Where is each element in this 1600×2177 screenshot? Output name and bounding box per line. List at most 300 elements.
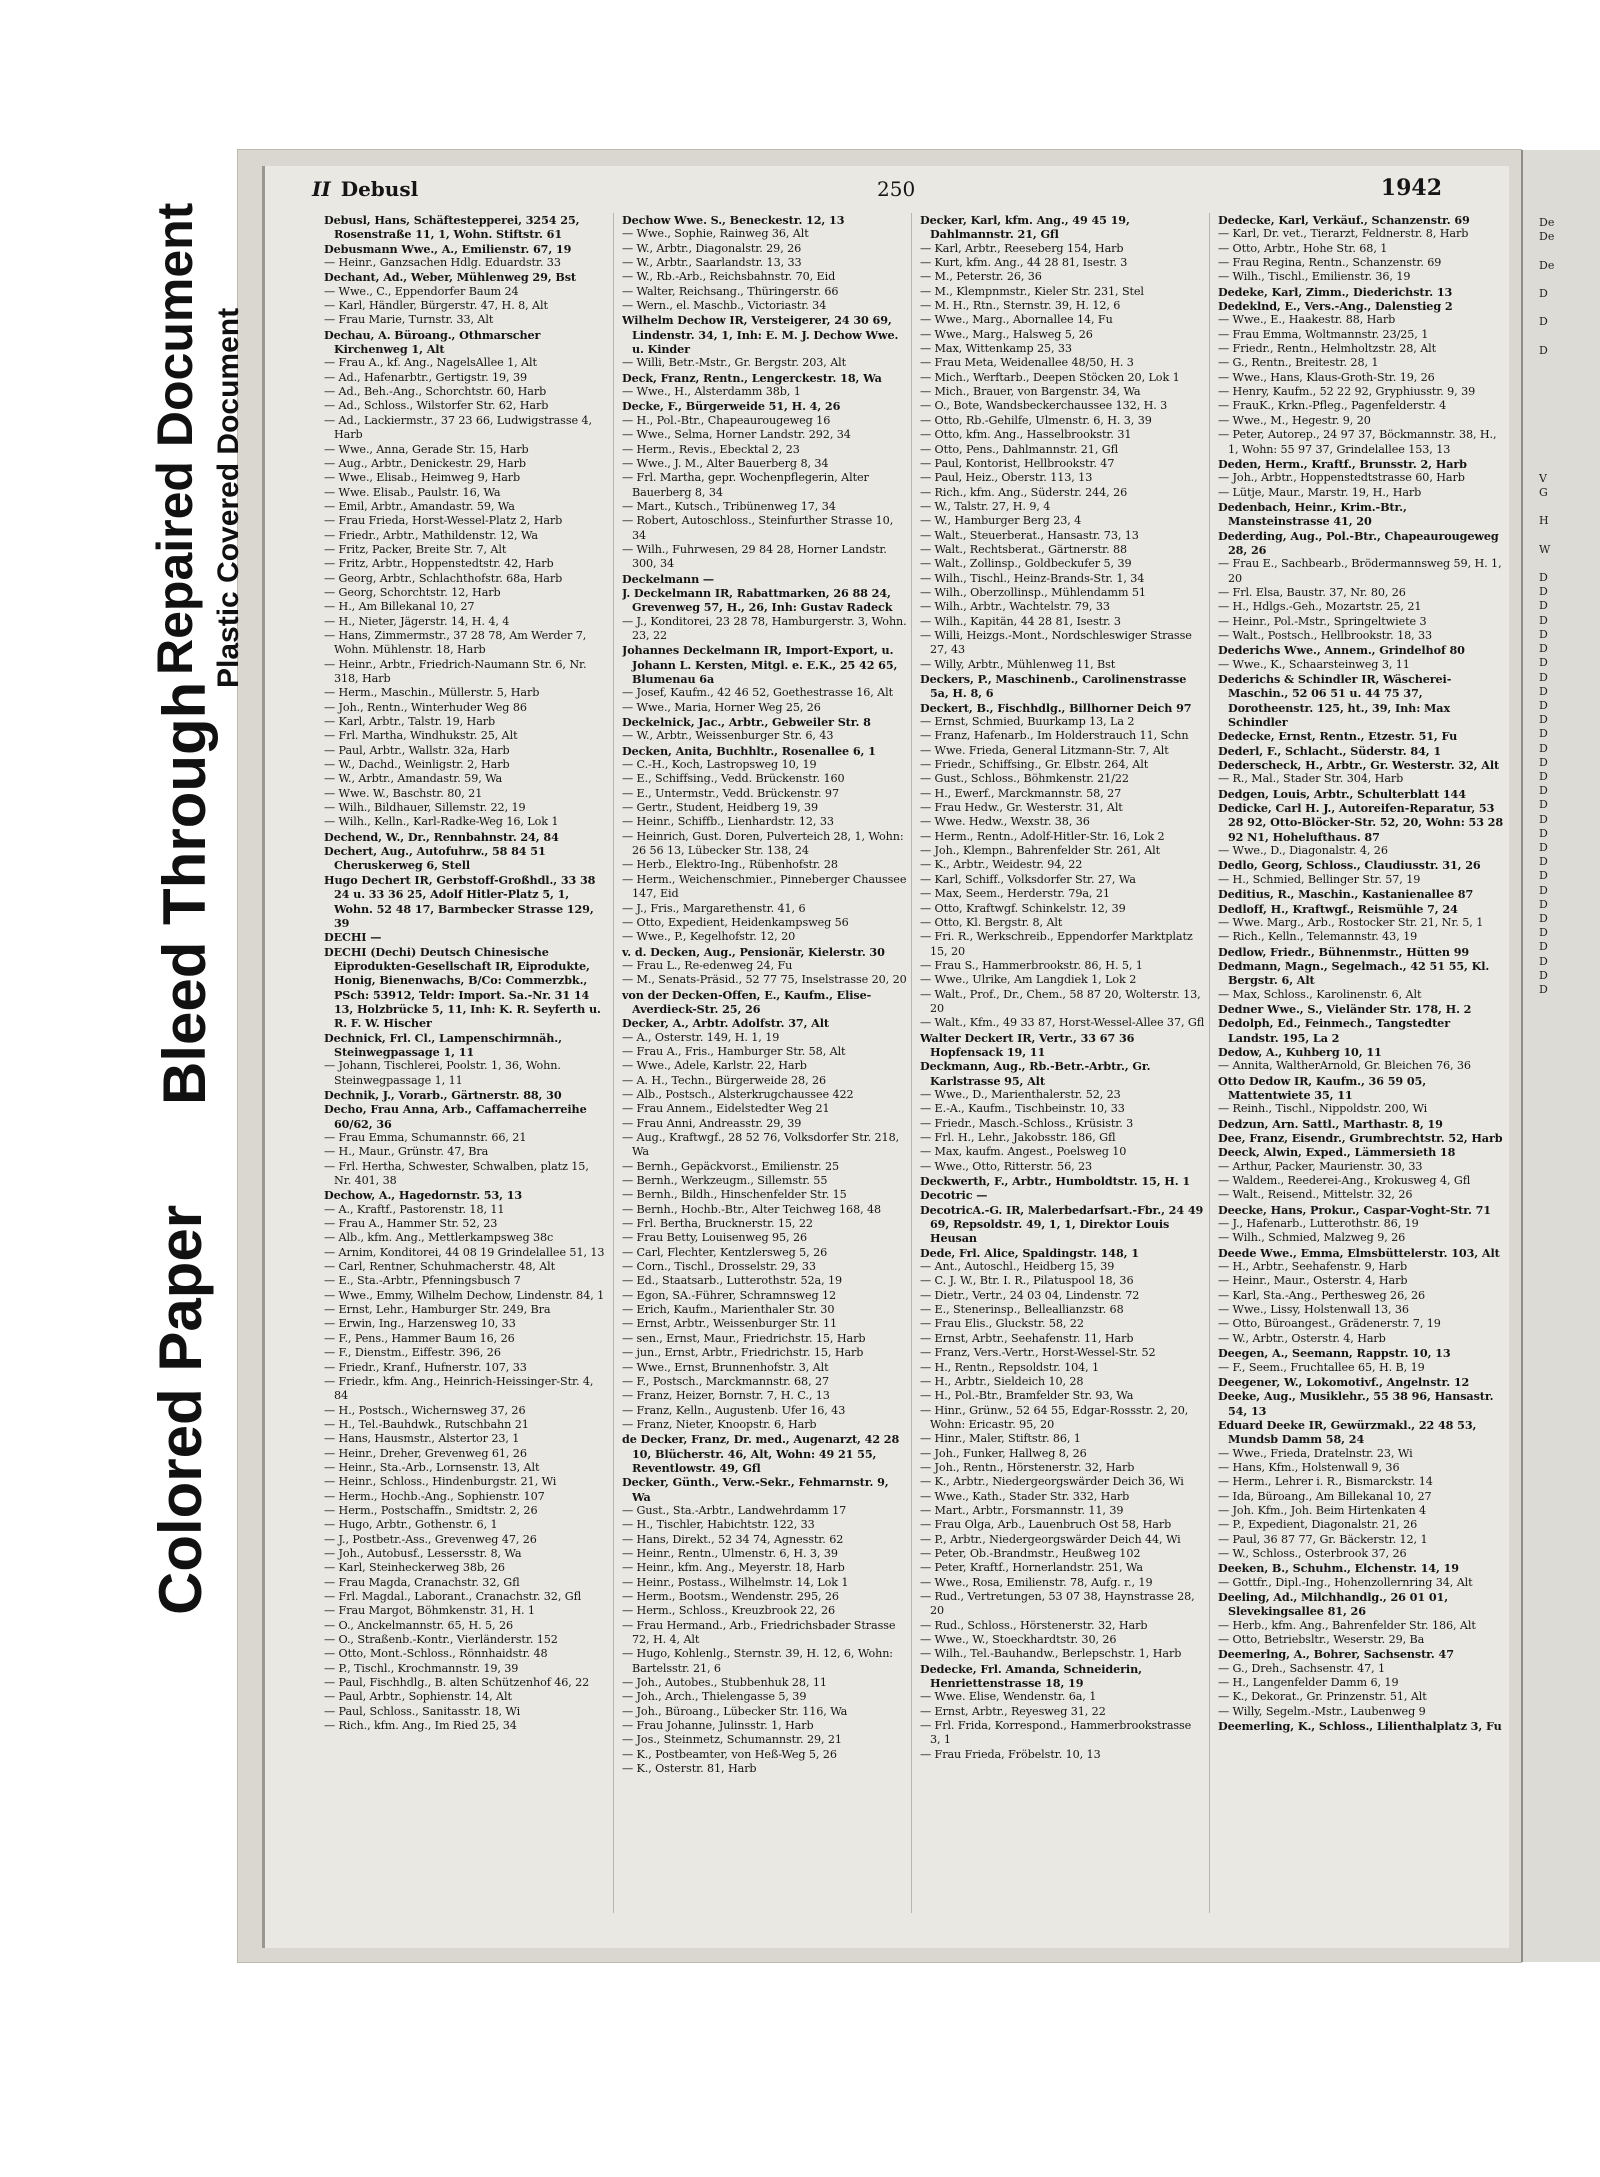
directory-entry: — Wwe., Maria, Horner Weg 25, 26 — [622, 700, 821, 714]
directory-entry: — Herb., Elektro-Ing., Rübenhofstr. 28 — [622, 858, 838, 872]
directory-entry: — Joh., Rentn., Hörstenerstr. 32, Harb — [920, 1460, 1135, 1474]
directory-entry: — Alb., kfm. Ang., Mettlerkampsweg 38c — [324, 1231, 554, 1245]
column-marker: II — [312, 177, 331, 201]
directory-entry: — Max, Seem., Herderstr. 79a, 21 — [920, 887, 1110, 901]
directory-entry: — Walt., Steuerberat., Hansastr. 73, 13 — [920, 528, 1139, 542]
directory-entry: — H., Postsch., Wichernsweg 37, 26 — [324, 1403, 526, 1417]
directory-entry: — Wwe., Selma, Horner Landstr. 292, 34 — [622, 428, 851, 442]
directory-entry: — Rich., Kelln., Telemannstr. 43, 19 — [1218, 930, 1418, 944]
directory-entry: — Herb., kfm. Ang., Bahrenfelder Str. 186, Alt — [1218, 1618, 1476, 1632]
directory-entry: — A., Kraftf., Pastorenstr. 18, 11 — [324, 1202, 505, 1216]
label-bleed-through: Bleed Through — [151, 681, 218, 1105]
directory-entry: — Mart., Kutsch., Tribünenweg 17, 34 — [622, 499, 836, 513]
directory-entry: — Joh., Büroang., Lübecker Str. 116, Wa — [622, 1704, 848, 1718]
directory-entry: — F., Seem., Fruchtallee 65, H. B, 19 — [1218, 1360, 1425, 1374]
directory-entry: — Wwe. Frieda, General Litzmann-Str. 7, Alt — [920, 743, 1169, 757]
directory-entry: Deegener, W., Lokomotivf., Angelnstr. 12 — [1218, 1374, 1470, 1389]
directory-entry: — Franz, Kelln., Augustenb. Ufer 16, 43 — [622, 1403, 846, 1417]
directory-entry: — Karl, Steinheckerweg 38b, 26 — [324, 1561, 505, 1575]
directory-entry: — Wwe., Frieda, Dratelnstr. 23, Wi — [1218, 1446, 1413, 1460]
directory-entry: — Aug., Kraftwgf., 28 52 76, Volksdorfer Str. 218, Wa — [622, 1131, 900, 1159]
directory-entry: — Heinr., Arbtr., Friedrich-Naumann Str. 6, Nr. 318, Harb — [324, 657, 587, 685]
directory-entry: — Johann, Tischlerei, Poolstr. 1, 36, Wohn. Steinwegpassage 1, 11 — [324, 1059, 561, 1087]
directory-entry: — K., Postbeamter, von Heß-Weg 5, 26 — [622, 1747, 837, 1761]
directory-entry: — Carl, Rentner, Schuhmacherstr. 48, Alt — [324, 1260, 556, 1274]
directory-entry: — Hinr., Maler, Stiftstr. 86, 1 — [920, 1432, 1081, 1446]
directory-entry: — Walt., Rechtsberat., Gärtnerstr. 88 — [920, 542, 1128, 556]
directory-entry: — Egon, SA.-Führer, Schramnsweg 12 — [622, 1288, 837, 1302]
directory-entry: — Ad., Beh.-Ang., Schorchtstr. 60, Harb — [324, 385, 547, 399]
directory-entry: von der Decken-Offen, E., Kaufm., Elise-Averdieck-Str. 25, 26 — [622, 987, 872, 1016]
directory-entry: Dederl, F., Schlacht., Süderstr. 84, 1 — [1218, 743, 1442, 758]
directory-entry: — Heinr., Schiffb., Lienhardstr. 12, 33 — [622, 815, 834, 829]
directory-entry: — Peter, Autorep., 24 97 37, Böckmannstr. 38, H., 1, Wohn: 55 97 37, Grindelallee 153, 13 — [1218, 428, 1497, 456]
directory-entry: Dedlow, Friedr., Bühnenmstr., Hütten 99 — [1218, 944, 1470, 959]
directory-entry: — Frau Johanne, Julinsstr. 1, Harb — [622, 1719, 814, 1733]
directory-entry: Dedecke, Karl, Verkäuf., Schanzenstr. 69 — [1218, 213, 1470, 227]
directory-entry: — Frau Magda, Cranachstr. 32, Gfl — [324, 1575, 520, 1589]
directory-entry: — Paul, Heiz., Oberstr. 113, 13 — [920, 471, 1093, 485]
directory-entry: — sen., Ernst, Maur., Friedrichstr. 15, Harb — [622, 1331, 866, 1345]
directory-entry: — Georg, Schorchtstr. 12, Harb — [324, 585, 501, 599]
directory-entry: — Ant., Autoschl., Heidberg 15, 39 — [920, 1260, 1115, 1274]
directory-entry: — P., Expedient, Diagonalstr. 21, 26 — [1218, 1518, 1418, 1532]
directory-entry: — Frau A., kf. Ang., NagelsAllee 1, Alt — [324, 356, 537, 370]
directory-entry: — Frl. Bertha, Brucknerstr. 15, 22 — [622, 1217, 813, 1231]
directory-entry: — Joh., Arch., Thielengasse 5, 39 — [622, 1690, 807, 1704]
directory-entry: de Decker, Franz, Dr. med., Augenarzt, 42 28 10, Blücherstr. 46, Alt, Wohn: 49 21 55, Reventlowstr. 49, Gfl — [622, 1432, 900, 1475]
running-title: Debusl — [340, 177, 419, 201]
directory-entry: — Bernh., Bildh., Hinschenfelder Str. 15 — [622, 1188, 847, 1202]
directory-entry: — Franz, Nieter, Knoopstr. 6, Harb — [622, 1417, 817, 1431]
year: 1942 — [1380, 175, 1442, 201]
directory-entry: Deckelnick, Jac., Arbtr., Gebweiler Str. 8 — [622, 715, 871, 730]
directory-entry: — Gertr., Student, Heidberg 19, 39 — [622, 801, 819, 815]
directory-entry: DecotricA.-G. IR, Malerbedarfsart.-Fbr., 24 49 69, Repsoldstr. 49, 1, 1, Direktor Louis Heusan — [920, 1202, 1204, 1246]
directory-entry: — E.-A., Kaufm., Tischbeinstr. 10, 33 — [920, 1102, 1125, 1116]
directory-entry: Deckelmann — — [622, 571, 714, 586]
directory-entry: Dedloff, H., Kraftwgf., Reismühle 7, 24 — [1218, 901, 1458, 916]
directory-entry: — C.-H., Koch, Lastropsweg 10, 19 — [622, 758, 817, 772]
directory-entry: — W., Rb.-Arb., Reichsbahnstr. 70, Eid — [622, 270, 836, 284]
directory-entry: Dedolph, Ed., Feinmech., Tangstedter Landstr. 195, La 2 — [1218, 1016, 1450, 1045]
directory-entry: — M., Senats-Präsid., 52 77 75, Inselstrasse 20, 20 — [622, 973, 907, 987]
directory-entry: — Herm., Bootsm., Wendenstr. 295, 26 — [622, 1590, 839, 1603]
directory-entry: — Wern., el. Maschb., Victoriastr. 34 — [622, 299, 827, 313]
directory-entry: — Wwe., D., Marienthalerstr. 52, 23 — [920, 1087, 1121, 1101]
directory-entry: — Frau Emma, Schumannstr. 66, 21 — [324, 1131, 527, 1144]
directory-entry: — Frau E., Sachbearb., Brödermannsweg 59, H. 1, 20 — [1218, 557, 1502, 585]
directory-entry: — Frau A., Hammer Str. 52, 23 — [324, 1217, 498, 1231]
directory-entry: — Fri. R., Werkschreib., Eppendorfer Marktplatz 15, 20 — [920, 930, 1193, 958]
directory-entry: — Heinr., Schloss., Hindenburgstr. 21, Wi — [324, 1475, 557, 1489]
directory-entry: Dechend, W., Dr., Rennbahnstr. 24, 84 — [324, 829, 559, 844]
directory-entry: — A., Osterstr. 149, H. 1, 19 — [622, 1030, 780, 1044]
directory-entry: — Wwe., H., Alsterdamm 38b, 1 — [622, 385, 801, 399]
directory-entry: — W., Arbtr., Diagonalstr. 29, 26 — [622, 241, 802, 255]
directory-entry: — Erich, Kaufm., Marienthaler Str. 30 — [622, 1303, 835, 1317]
directory-entry: — Wilh., Kapitän, 44 28 81, Isestr. 3 — [920, 614, 1121, 628]
directory-entry: — Hans, Zimmermstr., 37 28 78, Am Werder 7, Wohn. Mühlenstr. 18, Harb — [324, 628, 587, 657]
directory-entry: Dedecke, Ernst, Rentn., Etzestr. 51, Fu — [1218, 729, 1458, 744]
directory-entry: — Wwe., Lissy, Holstenwall 13, 36 — [1218, 1303, 1409, 1317]
directory-entry: — Franz, Heizer, Bornstr. 7, H. C., 13 — [622, 1389, 830, 1403]
directory-entry: — Carl, Flechter, Kentzlersweg 5, 26 — [622, 1245, 828, 1259]
directory-entry: Deeken, B., Schuhm., Elchenstr. 14, 19 — [1218, 1561, 1459, 1576]
directory-entry: — J., Konditorei, 23 28 78, Hamburgerstr. 3, Wohn. 23, 22 — [622, 614, 907, 642]
directory-entry: — Walter, Reichsang., Thüringerstr. 66 — [622, 284, 839, 298]
label-plastic-covered: Plastic Covered Document — [212, 307, 245, 688]
directory-entry: Deegen, A., Seemann, Rappstr. 10, 13 — [1218, 1346, 1451, 1361]
directory-entry: — Hans, Hausmstr., Alstertor 23, 1 — [324, 1432, 520, 1446]
directory-entry: — Wilh., Tel.-Bauhandw., Berlepschstr. 1, Harb — [920, 1647, 1182, 1661]
directory-entry: — W., Dachd., Weinligstr. 2, Harb — [324, 758, 510, 772]
directory-entry: — G., Dreh., Sachsenstr. 47, 1 — [1218, 1661, 1386, 1675]
directory-entry: Dechnik, J., Vorarb., Gärtnerstr. 88, 30 — [324, 1087, 562, 1102]
directory-entry: — Otto, Pens., Dahlmannstr. 21, Gfl — [920, 442, 1119, 456]
directory-entry: Dedner Wwe., S., Vieländer Str. 178, H. 2 — [1218, 1001, 1472, 1016]
directory-entry: — Wilh., Kelln., Karl-Radke-Weg 16, Lok 1 — [324, 815, 559, 829]
directory-entry: — Willy, Arbtr., Mühlenweg 11, Bst — [920, 657, 1116, 671]
directory-entry: Dedeke, Karl, Zimm., Diederichstr. 13 — [1218, 284, 1453, 299]
directory-entry: — Dietr., Vertr., 24 03 04, Lindenstr. 72 — [920, 1288, 1140, 1302]
directory-entry: — Wwe., W., Stoeckhardtstr. 30, 26 — [920, 1633, 1117, 1647]
directory-entry: DECHI (Dechi) Deutsch Chinesische Eiprodukten-Gesellschaft IR, Eiprodukte, Honig, Bienenwachs, B/Co: Commerzbk., PSch: 53912, Teldr: Import. Sa.-Nr. 31 14 13, Holzbrücke 5, 11, Inh: K. R. Seyferth u. R. F. W. Hischer — [324, 944, 601, 1031]
directory-entry: — O., Bote, Wandsbeckerchaussee 132, H. 3 — [920, 399, 1168, 413]
directory-entry: — K., Dekorat., Gr. Prinzenstr. 51, Alt — [1218, 1690, 1427, 1704]
directory-entry: — Walt., Reisend., Mittelstr. 32, 26 — [1218, 1188, 1413, 1202]
directory-entry: — Rich., kfm. Ang., Süderstr. 244, 26 — [920, 485, 1128, 499]
directory-entry: — Ad., Lackiermstr., 37 23 66, Ludwigstrasse 4, Harb — [324, 413, 592, 442]
directory-entry: — H., Arbtr., Sieldeich 10, 28 — [920, 1374, 1084, 1388]
directory-entry: — jun., Ernst, Arbtr., Friedrichstr. 15, Harb — [622, 1346, 864, 1360]
directory-entry: Deeck, Alwin, Exped., Lämmersieth 18 — [1218, 1145, 1456, 1160]
directory-entry: — Gust., Schloss., Böhmkenstr. 21/22 — [920, 772, 1129, 786]
directory-entry: — H., Maur., Grünstr. 47, Bra — [324, 1145, 489, 1159]
directory-entry: — W., Arbtr., Osterstr. 4, Harb — [1218, 1331, 1386, 1345]
directory-entry: — Frau Annem., Eidelstedter Weg 21 — [622, 1102, 830, 1116]
directory-entry: — H., Rentn., Repsoldstr. 104, 1 — [920, 1360, 1100, 1374]
directory-entry: — Walt., Kfm., 49 33 87, Horst-Wessel-Allee 37, Gfl — [920, 1016, 1205, 1030]
directory-entry: — Karl, Arbtr., Talstr. 19, Harb — [324, 715, 496, 729]
directory-columns — [324, 213, 1512, 1913]
directory-entry: Deemerling, K., Schloss., Lilienthalplatz 3, Fu — [1218, 1719, 1502, 1734]
directory-entry: — Peter, Ob.-Brandmstr., Heußweg 102 — [920, 1546, 1141, 1560]
directory-entry: Debusmann Wwe., A., Emilienstr. 67, 19 — [324, 241, 572, 256]
column-2 — [622, 213, 912, 1913]
directory-entry: J. Deckelmann IR, Rabattmarken, 26 88 24, Grevenweg 57, H., 26, Inh: Gustav Radeck — [622, 585, 893, 615]
directory-entry: — Max, Schloss., Karolinenstr. 6, Alt — [1218, 987, 1422, 1001]
directory-entry: — Heinr., kfm. Ang., Meyerstr. 18, Harb — [622, 1561, 845, 1575]
directory-entry: — Ad., Hafenarbtr., Gertigstr. 19, 39 — [324, 370, 527, 384]
directory-entry: — Wwe., Kath., Stader Str. 332, Harb — [920, 1489, 1130, 1503]
directory-entry: — Mich., Werftarb., Deepen Stöcken 20, Lok 1 — [920, 370, 1180, 384]
directory-entry: — Herm., Lehrer i. R., Bismarckstr. 14 — [1218, 1475, 1433, 1489]
directory-entry: — Corn., Tischl., Drosselstr. 29, 33 — [622, 1260, 816, 1274]
directory-entry: — H., Nieter, Jägerstr. 14, H. 4, 4 — [324, 614, 510, 628]
directory-entry: — Wwe., Ernst, Brunnenhofstr. 3, Alt — [622, 1360, 829, 1374]
directory-entry: — Joh., Arbtr., Hoppenstedtstrasse 60, Harb — [1218, 471, 1465, 485]
directory-entry: — Otto, Büroangest., Grädenerstr. 7, 19 — [1218, 1317, 1441, 1331]
directory-entry: Deeling, Ad., Milchhandlg., 26 01 01, Slevekingsallee 81, 26 — [1218, 1590, 1448, 1619]
directory-entry: — Frl. Frida, Korrespond., Hammerbrookstrasse 3, 1 — [920, 1719, 1192, 1747]
directory-entry: — Wilh., Bildhauer, Sillemstr. 22, 19 — [324, 801, 526, 815]
directory-entry: — Wwe. W., Baschstr. 80, 21 — [324, 786, 483, 800]
directory-entry: — W., Schloss., Osterbrook 37, 26 — [1218, 1546, 1407, 1560]
directory-entry: — Karl, Sta.-Ang., Perthesweg 26, 26 — [1218, 1288, 1426, 1302]
directory-entry: — Karl, Händler, Bürgerstr. 47, H. 8, Alt — [324, 299, 548, 313]
directory-entry: — Rud., Vertretungen, 53 07 38, Haynstrasse 28, 20 — [920, 1590, 1195, 1618]
directory-entry: — Frau L., Re-edenweg 24, Fu — [622, 958, 793, 972]
directory-entry: — Paul, Fischhdlg., B. alten Schützenhof 46, 22 — [324, 1676, 590, 1690]
adjacent-page-fragment: De De De D D D V G H W D D D D D D D D D D D D D D D D D D D D D D D D D D D D D D — [1539, 216, 1555, 996]
directory-entry: — W., Arbtr., Weissenburger Str. 6, 43 — [622, 729, 834, 743]
directory-entry: Dee, Franz, Eisendr., Grumbrechtstr. 52, Harb — [1218, 1131, 1503, 1145]
directory-entry: — M. H., Rtn., Sternstr. 39, H. 12, 6 — [920, 299, 1121, 313]
directory-entry: Dedlo, Georg, Schloss., Claudiusstr. 31, 26 — [1218, 858, 1481, 873]
directory-entry: — Frau Meta, Weidenallee 48/50, H. 3 — [920, 356, 1134, 370]
directory-entry: — Joh. Kfm., Joh. Beim Hirtenkaten 4 — [1218, 1503, 1427, 1517]
directory-entry: — Ernst, Lehr., Hamburger Str. 249, Bra — [324, 1303, 551, 1317]
directory-entry: — Heinr., Postass., Wilhelmstr. 14, Lok 1 — [622, 1575, 849, 1589]
directory-entry: — Frau Emma, Woltmannstr. 23/25, 1 — [1218, 327, 1429, 341]
directory-entry: Deecke, Hans, Prokur., Caspar-Voght-Str. 71 — [1218, 1202, 1491, 1217]
directory-entry: — E., Sta.-Arbtr., Pfenningsbusch 7 — [324, 1274, 521, 1288]
directory-entry: — Heinr., Dreher, Grevenweg 61, 26 — [324, 1446, 527, 1460]
directory-entry: Dederichs & Schindler IR, Wäscherei-Maschin., 52 06 51 u. 44 75 37, Dorotheenstr. 125, ht., 39, Inh: Max Schindler — [1218, 672, 1452, 730]
page-header — [312, 175, 1442, 209]
directory-entry: — W., Hamburger Berg 23, 4 — [920, 514, 1082, 528]
directory-entry: Dechant, Ad., Weber, Mühlenweg 29, Bst — [324, 270, 576, 285]
directory-entry: — Wilh., Tischl., Heinz-Brands-Str. 1, 34 — [920, 571, 1145, 585]
directory-entry: — K., Arbtr., Niedergeorgswärder Deich 36, Wi — [920, 1475, 1184, 1489]
directory-entry: — Frl. Martha, Windhukstr. 25, Alt — [324, 729, 518, 743]
directory-entry: — M., Klempnmstr., Kieler Str. 231, Stel — [920, 284, 1144, 298]
directory-entry: — Walt., Zollinsp., Goldbeckufer 5, 39 — [920, 557, 1132, 571]
column-4 — [1218, 213, 1508, 1913]
directory-entry: — Robert, Autoschloss., Steinfurther Strasse 10, 34 — [622, 514, 894, 542]
directory-entry: — K., Arbtr., Weidestr. 94, 22 — [920, 858, 1083, 872]
directory-entry: — Franz, Hafenarb., Im Holderstrauch 11, Schn — [920, 729, 1189, 743]
directory-entry: — Frau Elis., Gluckstr. 58, 22 — [920, 1317, 1084, 1331]
directory-entry: — Fritz, Packer, Breite Str. 7, Alt — [324, 542, 507, 556]
directory-entry: — Otto, Kl. Bergstr. 8, Alt — [920, 915, 1063, 929]
directory-entry: — W., Talstr. 27, H. 9, 4 — [920, 499, 1051, 513]
directory-entry: — Bernh., Gepäckvorst., Emilienstr. 25 — [622, 1159, 839, 1173]
directory-entry: — Wwe., D., Diagonalstr. 4, 26 — [1218, 844, 1388, 858]
directory-entry: — Willi, Heizgs.-Mont., Nordschleswiger Strasse 27, 43 — [920, 628, 1192, 657]
directory-entry: — G., Rentn., Breitestr. 28, 1 — [1218, 356, 1379, 370]
directory-entry: — Annita, WaltherArnold, Gr. Bleichen 76, 36 — [1218, 1059, 1471, 1073]
directory-entry: — Wilh., Arbtr., Wachtelstr. 79, 33 — [920, 600, 1110, 614]
directory-entry: Dederscheck, H., Arbtr., Gr. Westerstr. 32, Alt — [1218, 758, 1500, 773]
directory-entry: — Wwe., E., Haakestr. 88, Harb — [1218, 313, 1396, 327]
directory-entry: — Frau Hermand., Arb., Friedrichsbader Strasse 72, H. 4, Alt — [622, 1618, 896, 1647]
directory-entry: — Wwe., J. M., Alter Bauerberg 8, 34 — [622, 456, 829, 470]
directory-entry: Deckmann, Aug., Rb.-Betr.-Arbtr., Gr. Karlstrasse 95, Alt — [920, 1059, 1151, 1088]
column-1 — [324, 213, 614, 1913]
directory-entry: — Friedr., Schiffsing., Gr. Elbstr. 264, Alt — [920, 758, 1149, 772]
directory-entry: Eduard Deeke IR, Gewürzmakl., 22 48 53, Mundsb Damm 58, 24 — [1218, 1417, 1477, 1447]
directory-entry: — Frau Margot, Böhmkenstr. 31, H. 1 — [324, 1604, 535, 1618]
directory-entry: — O., Straßenb.-Kontr., Vierländerstr. 152 — [324, 1633, 558, 1647]
directory-entry: — H., Tel.-Bauhdwk., Rutschbahn 21 — [324, 1417, 529, 1431]
directory-entry: Deemerlng, A., Bohrer, Sachsenstr. 47 — [1218, 1647, 1454, 1662]
directory-entry: — Arthur, Packer, Maurienstr. 30, 33 — [1218, 1159, 1423, 1173]
directory-entry: — Joh., Funker, Hallweg 8, 26 — [920, 1446, 1087, 1460]
directory-entry: — Frau Betty, Louisenweg 95, 26 — [622, 1231, 807, 1245]
directory-entry: — Otto, Expedient, Heidenkampsweg 56 — [622, 915, 849, 929]
directory-entry: — Wwe., Rosa, Emilienstr. 78, Aufg. r., 19 — [920, 1575, 1153, 1589]
directory-entry: — Otto, Rb.-Gehilfe, Ulmenstr. 6, H. 3, 39 — [920, 413, 1152, 427]
directory-entry: Dede, Frl. Alice, Spaldingstr. 148, 1 — [920, 1245, 1139, 1260]
directory-entry: — Frl. H., Lehr., Jakobsstr. 186, Gfl — [920, 1131, 1116, 1144]
directory-entry: — Wilh., Schmied, Malzweg 9, 26 — [1218, 1231, 1406, 1245]
directory-entry: — Rud., Schloss., Hörstenerstr. 32, Harb — [920, 1618, 1148, 1632]
directory-entry: Decotric — — [920, 1188, 988, 1203]
directory-entry: — W., Arbtr., Saarlandstr. 13, 33 — [622, 256, 802, 270]
directory-entry: — H., Hdlgs.-Geh., Mozartstr. 25, 21 — [1218, 600, 1422, 614]
directory-entry: Dedgen, Louis, Arbtr., Schulterblatt 144 — [1218, 786, 1466, 801]
directory-entry: — Frau Olga, Arb., Lauenbruch Ost 58, Harb — [920, 1518, 1172, 1532]
directory-entry: v. d. Decken, Aug., Pensionär, Kielerstr. 30 — [622, 944, 885, 959]
directory-entry: — H., Am Billekanal 10, 27 — [324, 600, 475, 614]
directory-entry: Deditius, R., Maschin., Kastanienallee 87 — [1218, 887, 1474, 902]
directory-entry: — Otto, Kraftwgf. Schinkelstr. 12, 39 — [920, 901, 1126, 915]
directory-entry: — Frl. Elsa, Baustr. 37, Nr. 80, 26 — [1218, 585, 1406, 599]
directory-entry: — P., Tischl., Krochmannstr. 19, 39 — [324, 1661, 519, 1675]
directory-entry: — Otto, Betriebsltr., Weserstr. 29, Ba — [1218, 1633, 1425, 1647]
directory-entry: — H., Langenfelder Damm 6, 19 — [1218, 1676, 1399, 1690]
directory-entry: — Aug., Arbtr., Denickestr. 29, Harb — [324, 456, 526, 470]
directory-entry: — Ernst, Arbtr., Reyesweg 31, 22 — [920, 1704, 1106, 1718]
directory-entry: — Frl. Magdal., Laborant., Cranachstr. 32, Gfl — [324, 1590, 582, 1603]
directory-entry: — Paul, 36 87 77, Gr. Bäckerstr. 12, 1 — [1218, 1532, 1428, 1546]
directory-entry: — Heinr., Rentn., Ulmenstr. 6, H. 3, 39 — [622, 1546, 838, 1560]
directory-entry: — Wilh., Oberzollinsp., Mühlendamm 51 — [920, 585, 1146, 599]
directory-entry: Decker, Karl, kfm. Ang., 49 45 19, Dahlmannstr. 21, Gfl — [920, 213, 1130, 242]
directory-entry: — Herm., Postschaffn., Smidtstr. 2, 26 — [324, 1503, 538, 1517]
directory-entry: — Wwe., Anna, Gerade Str. 15, Harb — [324, 442, 529, 456]
directory-entry: — H., Arbtr., Seehafenstr. 9, Harb — [1218, 1260, 1408, 1274]
directory-entry: — Reinh., Tischl., Nippoldstr. 200, Wi — [1218, 1102, 1428, 1116]
directory-entry: Decken, Anita, Buchhltr., Rosenallee 6, 1 — [622, 743, 876, 758]
directory-entry: — Lütje, Maur., Marstr. 19, H., Harb — [1218, 485, 1422, 499]
directory-entry: Dedmann, Magn., Segelmach., 42 51 55, Kl. Bergstr. 6, Alt — [1218, 958, 1490, 988]
directory-entry: — Ernst, Schmied, Buurkamp 13, La 2 — [920, 715, 1135, 729]
directory-entry: — Wwe., Adele, Karlstr. 22, Harb — [622, 1059, 807, 1073]
directory-entry: — Wwe., Ulrike, Am Langdiek 1, Lok 2 — [920, 973, 1137, 987]
directory-entry: — Georg, Arbtr., Schlachthofstr. 68a, Harb — [324, 571, 563, 585]
directory-entry: — Wwe. Elisab., Paulstr. 16, Wa — [324, 485, 501, 499]
directory-entry: — Herm., Hochb.-Ang., Sophienstr. 107 — [324, 1489, 545, 1503]
directory-entry: — Peter, Kraftf., Hornerlandstr. 251, Wa — [920, 1561, 1143, 1575]
directory-entry: Hugo Dechert IR, Gerbstoff-Großhdl., 33 38 24 u. 33 36 25, Adolf Hitler-Platz 5, 1, Wohn. 52 48 17, Barmbecker Strasse 129, 39 — [324, 872, 596, 930]
directory-entry: — Friedr., Masch.-Schloss., Krüsistr. 3 — [920, 1116, 1134, 1130]
directory-entry: — Frl. Hertha, Schwester, Schwalben, platz 15, Nr. 401, 38 — [324, 1159, 589, 1188]
directory-entry: Dechert, Aug., Autofuhrw., 58 84 51 Cheruskerweg 6, Stell — [324, 844, 546, 873]
directory-entry: — Wwe. Hedw., Wexstr. 38, 36 — [920, 815, 1090, 829]
directory-entry: — Wwe. Elise, Wendenstr. 6a, 1 — [920, 1690, 1097, 1704]
directory-entry: — F., Dienstm., Eiffestr. 396, 26 — [324, 1346, 501, 1360]
directory-entry: — Wwe., Emmy, Wilhelm Dechow, Lindenstr. 84, 1 — [324, 1288, 605, 1302]
directory-entry: — Wwe., Otto, Ritterstr. 56, 23 — [920, 1159, 1093, 1173]
directory-entry: — Gust., Sta.-Arbtr., Landwehrdamm 17 — [622, 1503, 847, 1517]
directory-entry: Johannes Deckelmann IR, Import-Export, u. Johann L. Kersten, Mitgl. e. E.K., 25 42 65, Blumenau 6a — [622, 643, 898, 686]
directory-entry: — H., Pol.-Btr., Bramfelder Str. 93, Wa — [920, 1389, 1134, 1403]
directory-entry: — Mich., Brauer, von Bargenstr. 34, Wa — [920, 385, 1141, 399]
directory-entry: — Wwe. Marg., Arb., Rostocker Str. 21, Nr. 5, 1 — [1218, 915, 1484, 929]
directory-entry: — Herm., Maschin., Müllerstr. 5, Harb — [324, 686, 540, 700]
directory-entry: Deede Wwe., Emma, Elmsbüttelerstr. 103, Alt — [1218, 1245, 1500, 1260]
directory-entry: — Wwe., Sophie, Rainweg 36, Alt — [622, 227, 809, 241]
directory-entry: DECHI — — [324, 930, 382, 945]
directory-entry: Deden, Herm., Kraftf., Brunsstr. 2, Harb — [1218, 456, 1467, 471]
directory-entry: Dechow, A., Hagedornstr. 53, 13 — [324, 1188, 523, 1203]
directory-entry: — Walt., Prof., Dr., Chem., 58 87 20, Wolterstr. 13, 20 — [920, 987, 1201, 1015]
directory-entry: — Heinr., Sta.-Arb., Lornsenstr. 13, Alt — [324, 1460, 540, 1474]
directory-entry: — Wilh., Tischl., Emilienstr. 36, 19 — [1218, 270, 1411, 284]
directory-entry: Dedow, A., Kuhberg 10, 11 — [1218, 1044, 1382, 1059]
directory-entry: — E., Untermstr., Vedd. Brückenstr. 97 — [622, 786, 839, 800]
directory-entry: — Arnim, Konditorei, 44 08 19 Grindelallee 51, 13 — [324, 1245, 605, 1259]
directory-entry: — Paul, Kontorist, Hellbrookstr. 47 — [920, 456, 1115, 470]
top-margin — [0, 0, 1600, 48]
directory-entry: — Hans, Direkt., 52 34 74, Agnesstr. 62 — [622, 1532, 844, 1546]
directory-entry: — Fritz, Arbtr., Hoppenstedtstr. 42, Harb — [324, 557, 554, 571]
directory-entry: Deckert, B., Fischhdlg., Billhorner Deich 97 — [920, 700, 1192, 715]
directory-entry: — Hugo, Kohlenlg., Sternstr. 39, H. 12, 6, Wohn: Bartelsstr. 21, 6 — [622, 1647, 893, 1675]
directory-entry: — Wwe., C., Eppendorfer Baum 24 — [324, 284, 519, 298]
directory-entry: — Herm., Revis., Ebecktal 2, 23 — [622, 442, 800, 456]
directory-entry: — Henry, Kaufm., 52 22 92, Gryphiusstr. 9, 39 — [1218, 385, 1476, 399]
directory-entry: — J., Hafenarb., Lutterothstr. 86, 19 — [1218, 1217, 1419, 1231]
column-3 — [920, 213, 1210, 1913]
directory-entry: — Wilh., Fuhrwesen, 29 84 28, Horner Landstr. 300, 34 — [622, 542, 887, 571]
directory-entry: — Walt., Postsch., Hellbrookstr. 18, 33 — [1218, 628, 1433, 642]
directory-entry: — Otto, kfm. Ang., Hasselbrookstr. 31 — [920, 428, 1132, 442]
directory-entry: — Max, kaufm. Angest., Poelsweg 10 — [920, 1145, 1127, 1159]
directory-entry: Debusl, Hans, Schäftestepperei, 3254 25, Rosenstraße 11, 1, Wohn. Stiftstr. 61 — [324, 213, 580, 242]
directory-entry: — Ernst, Arbtr., Seehafenstr. 11, Harb — [920, 1331, 1134, 1345]
directory-entry: Deck, Franz, Rentn., Lengerckestr. 18, Wa — [622, 370, 882, 385]
directory-entry: — Heinr., Maur., Osterstr. 4, Harb — [1218, 1274, 1408, 1288]
directory-entry: — Jos., Steinmetz, Schumannstr. 29, 21 — [622, 1733, 842, 1747]
directory-entry: — Gottfr., Dipl.-Ing., Hohenzollernring 34, Alt — [1218, 1575, 1473, 1589]
directory-entry: Dederichs Wwe., Annem., Grindelhof 80 — [1218, 643, 1465, 658]
directory-entry: — W., Arbtr., Amandastr. 59, Wa — [324, 772, 503, 786]
directory-entry: Decke, F., Bürgerweide 51, H. 4, 26 — [622, 399, 841, 414]
directory-entry: — Friedr., Arbtr., Mathildenstr. 12, Wa — [324, 528, 538, 542]
directory-entry: — Otto, Arbtr., Hohe Str. 68, 1 — [1218, 241, 1388, 255]
directory-entry: — Josef, Kaufm., 42 46 52, Goethestrasse 16, Alt — [622, 686, 893, 700]
directory-entry: Otto Dedow IR, Kaufm., 36 59 05, Mattentwiete 35, 11 — [1218, 1073, 1427, 1102]
directory-entry: Dechau, A. Büroang., Othmarscher Kirchenweg 1, Alt — [324, 327, 541, 357]
directory-entry: — Karl, Schiff., Volksdorfer Str. 27, Wa — [920, 872, 1136, 886]
directory-entry: — Friedr., kfm. Ang., Heinrich-Heissinger-Str. 4, 84 — [324, 1374, 594, 1403]
directory-entry: — Frau Anni, Andreasstr. 29, 39 — [622, 1116, 802, 1130]
directory-entry: Dedeklnd, E., Vers.-Ang., Dalenstieg 2 — [1218, 299, 1453, 314]
directory-entry: — Emil, Arbtr., Amandastr. 59, Wa — [324, 499, 515, 513]
directory-entry: — Herm., Schloss., Kreuzbrook 22, 26 — [622, 1604, 836, 1618]
directory-entry: — Wwe., Elisab., Heimweg 9, Harb — [324, 471, 521, 485]
directory-entry: — P., Arbtr., Niedergeorgswärder Deich 44, Wi — [920, 1532, 1181, 1546]
adjacent-page-edge — [1521, 150, 1600, 1962]
directory-entry: — Heinr., Pol.-Mstr., Springeltwiete 3 — [1218, 614, 1427, 628]
directory-entry: — Ad., Schloss., Wilstorfer Str. 62, Harb — [324, 399, 549, 413]
directory-entry: — Hugo, Arbtr., Gothenstr. 6, 1 — [324, 1518, 498, 1532]
directory-entry: Dechow Wwe. S., Beneckestr. 12, 13 — [622, 213, 845, 227]
